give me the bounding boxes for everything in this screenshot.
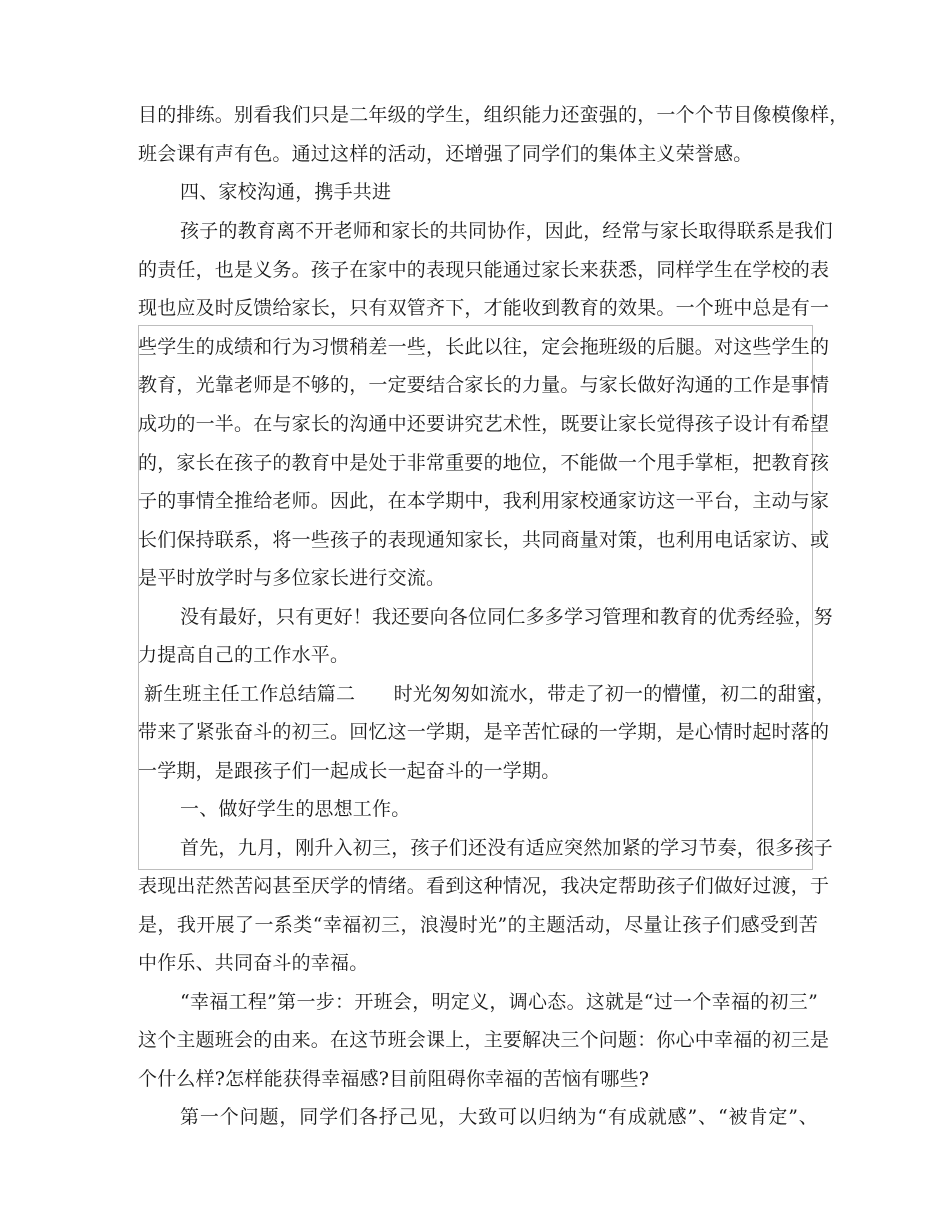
- body-line: 孩子的教育离不开老师和家长的共同协作，因此，经常与家长取得联系是我们: [180, 220, 833, 242]
- body-line: 的，家长在孩子的教育中是处于非常重要的地位，不能做一个甩手掌柜，把教育孩: [138, 452, 830, 474]
- body-line: 教育，光靠老师是不够的，一定要结合家长的力量。与家长做好沟通的工作是事情: [138, 374, 830, 396]
- body-line: 的责任，也是义务。孩子在家中的表现只能通过家长来获悉，同样学生在学校的表: [138, 259, 830, 281]
- body-line: 这个主题班会的由来。在这节班会课上，主要解决三个问题：你心中幸福的初三是: [138, 1029, 830, 1051]
- body-line: 力提高自己的工作水平。: [138, 644, 350, 666]
- body-line: 是，我开展了一系类“幸福初三，浪漫时光”的主题活动，尽量让孩子们感受到苦: [138, 914, 818, 936]
- body-line: 些学生的成绩和行为习惯稍差一些，长此以往，定会拖班级的后腿。对这些学生的: [138, 336, 830, 358]
- text-frame-border: [138, 325, 813, 870]
- body-line: 一学期，是跟孩子们一起成长一起奋斗的一学期。: [138, 760, 561, 782]
- section-heading: 一、做好学生的思想工作。: [180, 798, 411, 820]
- body-line: 首先，九月，刚升入初三，孩子们还没有适应突然加紧的学习节奏，很多孩子: [180, 837, 833, 859]
- body-line: 带来了紧张奋斗的初三。回忆这一学期，是辛苦忙碌的一学期，是心情时起时落的: [138, 721, 830, 743]
- section-heading: 四、家校沟通，携手共进: [180, 181, 392, 203]
- body-line: “幸福工程”第一步：开班会，明定义，调心态。这就是“过一个幸福的初三”: [180, 991, 818, 1013]
- body-line: 第一个问题，同学们各抒己见，大致可以归纳为“有成就感”、“被肯定”、: [180, 1106, 818, 1128]
- body-line: 班会课有声有色。通过这样的活动，还增强了同学们的集体主义荣誉感。: [138, 143, 753, 165]
- body-line: 成功的一半。在与家长的沟通中还要讲究艺术性，既要让家长觉得孩子设计有希望: [138, 413, 830, 435]
- body-line: 子的事情全推给老师。因此，在本学期中，我利用家校通家访这一平台，主动与家: [138, 490, 830, 512]
- body-line: 目的排练。别看我们只是二年级的学生，组织能力还蛮强的，一个个节目像模像样，: [138, 104, 849, 126]
- body-line: 表现出茫然苦闷甚至厌学的情绪。看到这种情况，我决定帮助孩子们做好过渡，于: [138, 875, 830, 897]
- body-line: 中作乐、共同奋斗的幸福。: [138, 952, 369, 974]
- body-line: 现也应及时反馈给家长，只有双管齐下，才能收到教育的效果。一个班中总是有一: [138, 297, 830, 319]
- article-title-line: 新生班主任工作总结篇二 时光匆匆如流水，带走了初一的懵懂，初二的甜蜜，: [144, 683, 836, 705]
- body-line: 没有最好，只有更好！我还要向各位同仁多多学习管理和教育的优秀经验，努: [180, 606, 833, 628]
- body-line: 长们保持联系，将一些孩子的表现通知家长，共同商量对策，也利用电话家访、或: [138, 529, 830, 551]
- body-line: 个什么样?怎样能获得幸福感?目前阻碍你幸福的苦恼有哪些?: [138, 1068, 650, 1090]
- body-line: 是平时放学时与多位家长进行交流。: [138, 567, 446, 589]
